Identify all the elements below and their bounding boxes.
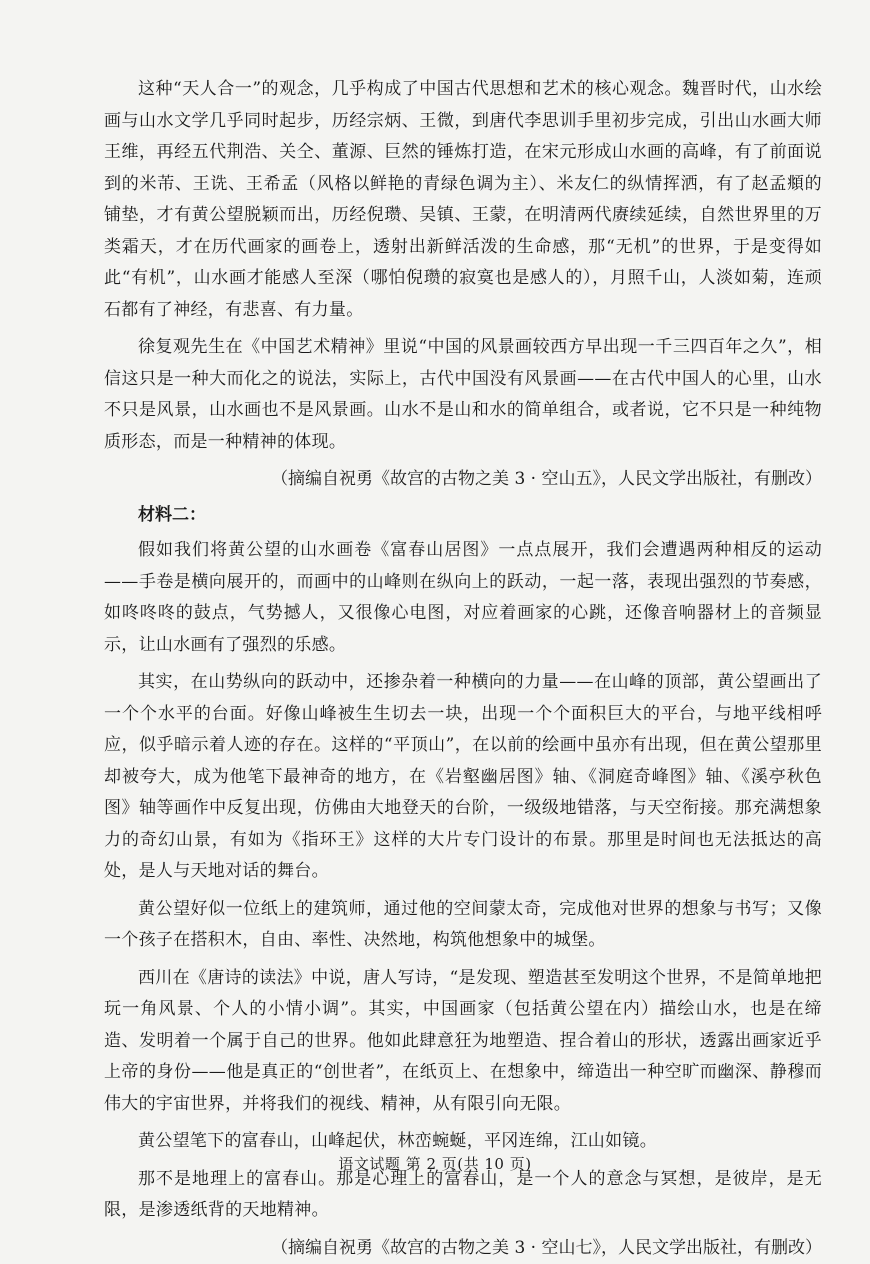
section-heading: 材料二： [104, 500, 822, 532]
material-one [104, 74, 822, 496]
paragraph: 黄公望好似一位纸上的建筑师，通过他的空间蒙太奇，完成他对世界的想象与书写；又像一个孩子在搭积木，自由、率性、决然地，构筑他想象中的城堡。 [104, 894, 822, 957]
paragraph: 假如我们将黄公望的山水画卷《富春山居图》一点点展开，我们会遭遇两种相反的运动——手卷是横向展开的，而画中的山峰则在纵向上的跃动，一起一落，表现出强烈的节奏感，如咚咚咚的鼓点，气势撼人，又很像心电图，对应着画家的心跳，还像音响器材上的音频显示，让山水画有了强烈的乐感。 [104, 535, 822, 661]
paragraph: 那不是地理上的富春山。那是心理上的富春山，是一个人的意念与冥想，是彼岸，是无限，是渗透纸背的天地精神。 [104, 1164, 822, 1227]
paragraph: 这种“天人合一”的观念，几乎构成了中国古代思想和艺术的核心观念。魏晋时代，山水绘画与山水文学几乎同时起步，历经宗炳、王微，到唐代李思训手里初步完成，引出山水画大师王维，再经五代荆浩、关仝、董源、巨然的锤炼打造，在宋元形成山水画的高峰，有了前面说到的米芾、王诜、王希孟（风格以鲜艳的青绿色调为主）、米友仁的纵情挥洒，有了赵孟頫的铺垫，才有黄公望脱颖而出，历经倪瓒、吴镇、王蒙，在明清两代赓续延续，自然世界里的万类霜天，才在历代画家的画卷上，透射出新鲜活泼的生命感，那“无机”的世界，于是变得如此“有机”，山水画才能感人至深（哪怕倪瓒的寂寞也是感人的），月照千山，人淡如菊，连顽石都有了神经，有悲喜、有力量。 [104, 74, 822, 326]
material-two [104, 500, 822, 1264]
source-citation: （摘编自祝勇《故宫的古物之美 3 · 空山五》，人民文学出版社，有删改） [104, 464, 822, 496]
paragraph: 其实，在山势纵向的跃动中，还掺杂着一种横向的力量——在山峰的顶部，黄公望画出了一个个水平的台面。好像山峰被生生切去一块，出现一个个面积巨大的平台，与地平线相呼应，似乎暗示着人迹的存在。这样的“平顶山”，在以前的绘画中虽亦有出现，但在黄公望那里却被夸大，成为他笔下最神奇的地方，在《岩壑幽居图》轴、《洞庭奇峰图》轴、《溪亭秋色图》轴等画作中反复出现，仿佛由大地登天的台阶，一级级地错落，与天空衔接。那充满想象力的奇幻山景，有如为《指环王》这样的大片专门设计的布景。那里是时间也无法抵达的高处，是人与天地对话的舞台。 [104, 667, 822, 888]
paragraph: 黄公望笔下的富春山，山峰起伏，林峦蜿蜒，平冈连绵，江山如镜。 [104, 1126, 822, 1158]
paragraph: 徐复观先生在《中国艺术精神》里说“中国的风景画较西方早出现一千三四百年之久”，相信这只是一种大而化之的说法，实际上，古代中国没有风景画——在古代中国人的心里，山水不只是风景，山水画也不是风景画。山水不是山和水的简单组合，或者说，它不只是一种纯物质形态，而是一种精神的体现。 [104, 332, 822, 458]
paragraph: 西川在《唐诗的读法》中说，唐人写诗，“是发现、塑造甚至发明这个世界，不是简单地把玩一角风景、个人的小情小调”。其实，中国画家（包括黄公望在内）描绘山水，也是在缔造、发明着一个属于自己的世界。他如此肆意狂为地塑造、捏合着山的形状，透露出画家近乎上帝的身份——他是真正的“创世者”，在纸页上、在想象中，缔造出一种空旷而幽深、静穆而伟大的宇宙世界，并将我们的视线、精神，从有限引向无限。 [104, 963, 822, 1121]
page-footer: 语文试题 第 2 页(共 10 页) [0, 1153, 870, 1174]
source-citation: （摘编自祝勇《故宫的古物之美 3 · 空山七》，人民文学出版社，有删改） [104, 1233, 822, 1264]
